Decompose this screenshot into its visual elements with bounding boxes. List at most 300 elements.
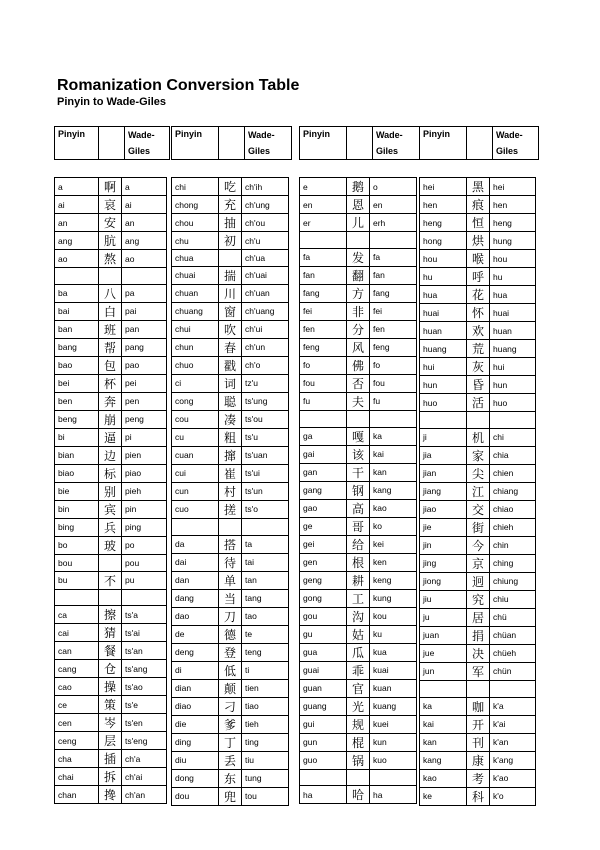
table-row (300, 214, 417, 232)
table-row (420, 787, 536, 805)
table-row (300, 499, 417, 517)
character-cell: 干 (347, 463, 370, 481)
table-row (172, 535, 289, 553)
character-cell: 颠 (219, 679, 242, 697)
wade-giles-cell: ts'an (122, 642, 167, 660)
pinyin-cell (300, 410, 347, 427)
pinyin-cell: ke (420, 787, 467, 805)
pinyin-cell (55, 268, 99, 285)
pinyin-cell: chua (172, 250, 219, 267)
pinyin-cell: huan (420, 322, 467, 340)
wade-giles-cell: fo (370, 356, 417, 374)
table-row (55, 374, 167, 392)
pinyin-cell: fen (300, 320, 347, 338)
table-row (55, 356, 167, 374)
wade-giles-cell: huan (490, 322, 536, 340)
wade-giles-cell: chü (490, 608, 536, 626)
wade-giles-cell: teng (242, 643, 289, 661)
wade-giles-cell: pai (122, 302, 167, 320)
table-row (172, 769, 289, 787)
character-cell: 待 (219, 553, 242, 571)
wade-giles-cell: keng (370, 571, 417, 589)
character-cell: 标 (99, 464, 122, 482)
pinyin-cell: di (172, 661, 219, 679)
character-cell: 京 (467, 554, 490, 572)
table-row (55, 642, 167, 660)
wade-giles-cell: kao (370, 499, 417, 517)
table-row (300, 266, 417, 284)
wade-giles-cell: pen (122, 392, 167, 410)
character-cell: 该 (347, 445, 370, 463)
pinyin-cell: hei (420, 178, 467, 196)
wade-giles-cell: ko (370, 517, 417, 535)
table-row (55, 714, 167, 732)
table-row (420, 500, 536, 518)
character-cell: 迥 (467, 572, 490, 590)
wade-giles-cell: pou (122, 554, 167, 571)
pinyin-cell: fang (300, 284, 347, 302)
wade-giles-cell: k'ang (490, 751, 536, 769)
table-row (420, 626, 536, 644)
pinyin-cell: cun (172, 482, 219, 500)
wade-giles-cell: ts'ung (242, 392, 289, 410)
table-row (55, 768, 167, 786)
character-cell: 村 (219, 482, 242, 500)
wade-giles-cell: ch'ua (242, 250, 289, 267)
wade-giles-cell: tiao (242, 697, 289, 715)
character-cell: 瓜 (347, 643, 370, 661)
character-cell (467, 680, 490, 697)
character-cell: 乖 (347, 661, 370, 679)
table-row (172, 338, 289, 356)
wade-giles-cell: ku (370, 625, 417, 643)
table-row (300, 232, 417, 249)
character-cell: 哥 (347, 517, 370, 535)
wade-giles-cell: ts'o (242, 500, 289, 518)
pinyin-cell: chai (55, 768, 99, 786)
pinyin-cell: guo (300, 751, 347, 769)
table-row (420, 464, 536, 482)
character-cell: 不 (99, 571, 122, 589)
character-cell: 抽 (219, 214, 242, 232)
character-cell: 熬 (99, 250, 122, 268)
wade-giles-cell: k'ao (490, 769, 536, 787)
wade-giles-cell: chüan (490, 626, 536, 644)
pinyin-cell (172, 518, 219, 535)
wade-giles-cell (122, 268, 167, 285)
table-row (172, 284, 289, 302)
pinyin-cell: jiu (420, 590, 467, 608)
column-1-table (54, 177, 167, 804)
character-cell: 搀 (99, 786, 122, 804)
pinyin-cell: bu (55, 571, 99, 589)
table-row (420, 178, 536, 196)
pinyin-cell: ge (300, 517, 347, 535)
table-row (420, 518, 536, 536)
character-cell: 凑 (219, 410, 242, 428)
wade-giles-cell: tiu (242, 751, 289, 769)
column-3-table (299, 177, 417, 804)
table-row (420, 428, 536, 446)
wade-giles-cell: ang (122, 232, 167, 250)
wade-giles-cell (370, 769, 417, 786)
wade-giles-cell: ch'ih (242, 178, 289, 196)
header-wade-giles-line2: Giles (373, 143, 420, 160)
wade-giles-cell: chiang (490, 482, 536, 500)
character-cell: 锅 (347, 751, 370, 769)
character-cell: 川 (219, 284, 242, 302)
table-row (300, 410, 417, 427)
pinyin-cell: guang (300, 697, 347, 715)
table-row (172, 697, 289, 715)
pinyin-cell: cang (55, 660, 99, 678)
pinyin-cell: cui (172, 464, 219, 482)
header-pinyin: Pinyin (420, 127, 467, 160)
pinyin-cell: chan (55, 786, 99, 804)
table-row (300, 517, 417, 535)
table-row (300, 392, 417, 410)
wade-giles-cell: kuei (370, 715, 417, 733)
wade-giles-cell: ha (370, 786, 417, 804)
table-row (172, 571, 289, 589)
wade-giles-cell: chüeh (490, 644, 536, 662)
character-cell: 恩 (347, 196, 370, 214)
table-row (300, 320, 417, 338)
character-cell: 插 (99, 750, 122, 768)
pinyin-cell: cuan (172, 446, 219, 464)
column-4-table (419, 177, 536, 806)
character-cell: 光 (347, 697, 370, 715)
character-cell: 佛 (347, 356, 370, 374)
wade-giles-cell: k'a (490, 697, 536, 715)
column-1-header (54, 126, 170, 160)
character-cell: 哈 (347, 786, 370, 804)
character-cell: 帮 (99, 338, 122, 356)
pinyin-cell: kang (420, 751, 467, 769)
pinyin-cell: ka (420, 697, 467, 715)
table-row (420, 340, 536, 358)
character-cell: 安 (99, 214, 122, 232)
character-cell: 今 (467, 536, 490, 554)
pinyin-cell: da (172, 535, 219, 553)
pinyin-cell: gao (300, 499, 347, 517)
table-row (420, 196, 536, 214)
wade-giles-cell: ch'o (242, 356, 289, 374)
column-4-header (419, 126, 539, 160)
table-row (300, 643, 417, 661)
wade-giles-cell: hou (490, 250, 536, 268)
table-row (420, 358, 536, 376)
pinyin-cell: cuo (172, 500, 219, 518)
wade-giles-cell: pang (122, 338, 167, 356)
table-row (300, 248, 417, 266)
pinyin-cell: gai (300, 445, 347, 463)
pinyin-cell: bing (55, 518, 99, 536)
character-cell: 擦 (99, 606, 122, 624)
wade-giles-cell: huo (490, 394, 536, 412)
wade-giles-cell: ken (370, 553, 417, 571)
pinyin-cell: bo (55, 536, 99, 554)
pinyin-cell: kao (420, 769, 467, 787)
pinyin-cell: gan (300, 463, 347, 481)
character-cell: 德 (219, 625, 242, 643)
pinyin-cell: can (55, 642, 99, 660)
wade-giles-cell: fan (370, 266, 417, 284)
table-row (55, 338, 167, 356)
table-row (300, 535, 417, 553)
character-cell: 别 (99, 482, 122, 500)
table-row (55, 554, 167, 571)
pinyin-cell: dan (172, 571, 219, 589)
wade-giles-cell: k'ai (490, 715, 536, 733)
table-row (420, 412, 536, 429)
table-row (172, 232, 289, 250)
table-row (172, 715, 289, 733)
page-title: Romanization Conversion Table (57, 77, 300, 94)
pinyin-cell: bie (55, 482, 99, 500)
table-row (172, 607, 289, 625)
character-cell: 兵 (99, 518, 122, 536)
pinyin-cell: heng (420, 214, 467, 232)
wade-giles-cell: hei (490, 178, 536, 196)
wade-giles-cell: ai (122, 196, 167, 214)
wade-giles-cell: kuai (370, 661, 417, 679)
header-character (467, 127, 493, 160)
table-row (55, 428, 167, 446)
character-cell (347, 769, 370, 786)
table-row (420, 572, 536, 590)
wade-giles-cell: po (122, 536, 167, 554)
wade-giles-cell: tou (242, 787, 289, 805)
table-row (300, 302, 417, 320)
table-row (172, 679, 289, 697)
wade-giles-cell: kuo (370, 751, 417, 769)
pinyin-cell: hu (420, 268, 467, 286)
pinyin-cell: ang (55, 232, 99, 250)
character-cell: 究 (467, 590, 490, 608)
wade-giles-cell (490, 680, 536, 697)
table-row (172, 302, 289, 320)
wade-giles-cell: kun (370, 733, 417, 751)
pinyin-cell: gun (300, 733, 347, 751)
table-row (55, 410, 167, 428)
table-row (55, 660, 167, 678)
wade-giles-cell (122, 589, 167, 606)
table-row (420, 232, 536, 250)
character-cell: 康 (467, 751, 490, 769)
pinyin-cell: cong (172, 392, 219, 410)
character-cell: 翻 (347, 266, 370, 284)
pinyin-cell: fei (300, 302, 347, 320)
column-2-table (171, 177, 289, 806)
wade-giles-cell: ch'an (122, 786, 167, 804)
pinyin-cell: jue (420, 644, 467, 662)
character-cell: 活 (467, 394, 490, 412)
character-cell: 八 (99, 284, 122, 302)
character-cell: 捐 (467, 626, 490, 644)
wade-giles-cell: chiao (490, 500, 536, 518)
character-cell: 否 (347, 374, 370, 392)
wade-giles-cell: hung (490, 232, 536, 250)
wade-giles-cell: ts'eng (122, 732, 167, 750)
table-row (172, 500, 289, 518)
pinyin-cell: ai (55, 196, 99, 214)
wade-giles-cell: tai (242, 553, 289, 571)
character-cell (99, 268, 122, 285)
table-row (420, 322, 536, 340)
wade-giles-cell: ch'ui (242, 320, 289, 338)
wade-giles-cell: ching (490, 554, 536, 572)
wade-giles-cell: pan (122, 320, 167, 338)
character-cell: 春 (219, 338, 242, 356)
wade-giles-cell: heng (490, 214, 536, 232)
character-cell: 官 (347, 679, 370, 697)
character-cell: 登 (219, 643, 242, 661)
character-cell: 鹅 (347, 178, 370, 196)
pinyin-cell: chu (172, 232, 219, 250)
pinyin-cell: dao (172, 607, 219, 625)
pinyin-cell: an (55, 214, 99, 232)
pinyin-cell: e (300, 178, 347, 196)
pinyin-cell: hua (420, 286, 467, 304)
wade-giles-cell: pin (122, 500, 167, 518)
character-cell: 玻 (99, 536, 122, 554)
character-cell: 儿 (347, 214, 370, 232)
wade-giles-cell: ti (242, 661, 289, 679)
wade-giles-cell: chia (490, 446, 536, 464)
pinyin-cell: cai (55, 624, 99, 642)
table-row (300, 356, 417, 374)
table-row (172, 733, 289, 751)
wade-giles-cell: ch'ung (242, 196, 289, 214)
character-cell: 奔 (99, 392, 122, 410)
pinyin-cell: er (300, 214, 347, 232)
table-row (300, 284, 417, 302)
table-row (172, 250, 289, 267)
wade-giles-cell: huai (490, 304, 536, 322)
table-row (300, 463, 417, 481)
character-cell: 兜 (219, 787, 242, 805)
table-row (420, 680, 536, 697)
character-cell (219, 518, 242, 535)
table-row (55, 464, 167, 482)
table-row (420, 376, 536, 394)
wade-giles-cell: ch'ai (122, 768, 167, 786)
table-row (55, 196, 167, 214)
character-cell: 仓 (99, 660, 122, 678)
wade-giles-cell: ping (122, 518, 167, 536)
pinyin-cell: hun (420, 376, 467, 394)
wade-giles-cell: tien (242, 679, 289, 697)
character-cell: 肮 (99, 232, 122, 250)
wade-giles-cell: kang (370, 481, 417, 499)
pinyin-cell: bai (55, 302, 99, 320)
pinyin-cell: jing (420, 554, 467, 572)
character-cell: 白 (99, 302, 122, 320)
table-row (420, 751, 536, 769)
pinyin-cell: bi (55, 428, 99, 446)
character-cell: 搭 (219, 535, 242, 553)
table-row (172, 464, 289, 482)
wade-giles-cell: tieh (242, 715, 289, 733)
character-cell: 吃 (219, 178, 242, 196)
wade-giles-cell: o (370, 178, 417, 196)
pinyin-cell: de (172, 625, 219, 643)
wade-giles-cell: kai (370, 445, 417, 463)
pinyin-cell: gui (300, 715, 347, 733)
wade-giles-cell: ch'uang (242, 302, 289, 320)
wade-giles-cell: an (122, 214, 167, 232)
header-character (219, 127, 245, 160)
pinyin-cell: huo (420, 394, 467, 412)
pinyin-cell: gua (300, 643, 347, 661)
table-row (420, 250, 536, 268)
wade-giles-cell: en (370, 196, 417, 214)
pinyin-cell: fan (300, 266, 347, 284)
table-row (300, 697, 417, 715)
character-cell: 充 (219, 196, 242, 214)
table-row (420, 394, 536, 412)
character-cell: 搓 (219, 500, 242, 518)
table-row (420, 590, 536, 608)
wade-giles-cell: hui (490, 358, 536, 376)
character-cell: 黑 (467, 178, 490, 196)
character-cell (347, 410, 370, 427)
character-cell: 给 (347, 535, 370, 553)
pinyin-cell: ca (55, 606, 99, 624)
character-cell: 街 (467, 518, 490, 536)
character-cell: 呼 (467, 268, 490, 286)
table-row (172, 356, 289, 374)
wade-giles-cell: pu (122, 571, 167, 589)
pinyin-cell: jiong (420, 572, 467, 590)
character-cell: 揣 (219, 266, 242, 284)
character-cell: 包 (99, 356, 122, 374)
table-row (420, 536, 536, 554)
table-row (172, 266, 289, 284)
pinyin-cell: bei (55, 374, 99, 392)
wade-giles-cell: ts'ai (122, 624, 167, 642)
wade-giles-cell: hu (490, 268, 536, 286)
table-row (172, 410, 289, 428)
character-cell: 粗 (219, 428, 242, 446)
wade-giles-cell: ch'uai (242, 266, 289, 284)
pinyin-cell (420, 680, 467, 697)
wade-giles-cell: kan (370, 463, 417, 481)
table-row (420, 644, 536, 662)
table-row (300, 553, 417, 571)
table-row (420, 286, 536, 304)
pinyin-cell: ha (300, 786, 347, 804)
table-row (55, 214, 167, 232)
table-row (300, 751, 417, 769)
pinyin-cell: diao (172, 697, 219, 715)
wade-giles-cell: ka (370, 427, 417, 445)
character-cell (99, 589, 122, 606)
pinyin-cell: ben (55, 392, 99, 410)
table-row (300, 374, 417, 392)
wade-giles-cell: tz'u (242, 374, 289, 392)
pinyin-cell: ding (172, 733, 219, 751)
table-row (55, 392, 167, 410)
pinyin-cell: chuan (172, 284, 219, 302)
table-row (172, 428, 289, 446)
table-row (55, 302, 167, 320)
table-row (172, 625, 289, 643)
character-cell: 考 (467, 769, 490, 787)
table-row (55, 732, 167, 750)
pinyin-cell: ga (300, 427, 347, 445)
